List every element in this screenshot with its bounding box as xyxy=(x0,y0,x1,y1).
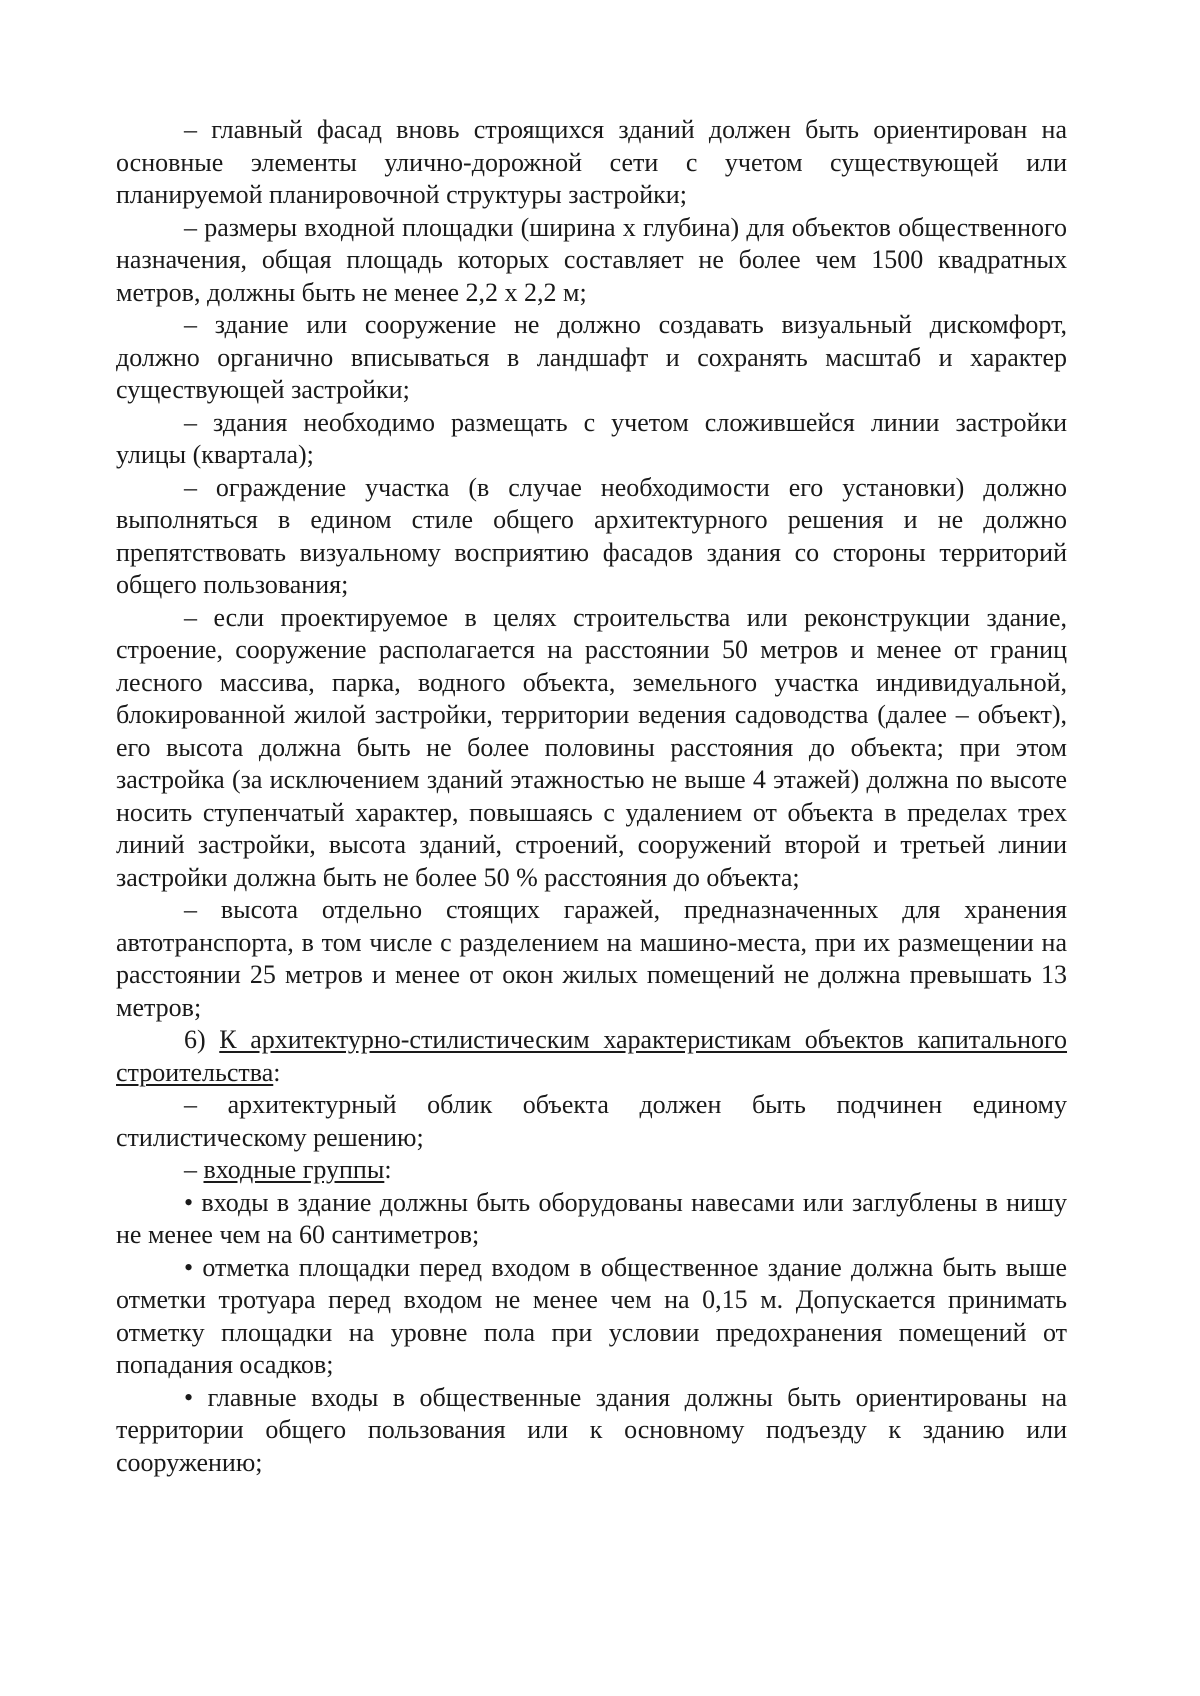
dash-symbol: – xyxy=(184,1155,197,1184)
section-number: 6) xyxy=(184,1025,206,1054)
entry-groups-label: входные группы xyxy=(203,1155,385,1184)
paragraph-garage-height: – высота отдельно стоящих гаражей, предназначенных для хранения автотранспорта, в том числе с разделением на машино-места, при их размещении на расстоянии 25 метров и менее от окон жилых помещений не должна превышать 13 метров; xyxy=(116,895,1067,1022)
bullet-text: входы в здание должны быть оборудованы навесами или заглублены в нишу не менее чем на 60 сантиметров; xyxy=(116,1187,1067,1249)
section-colon: : xyxy=(273,1057,281,1087)
section-title: К архитектурно-стилистическим характеристикам объектов капитального строительства xyxy=(116,1025,1068,1087)
bullet-item-platform-level xyxy=(116,1252,1067,1382)
bullet-item-canopies xyxy=(116,1187,1067,1252)
paragraph-visual-comfort: – здание или сооружение не должно создавать визуальный дискомфорт, должно органично вписываться в ландшафт и сохранять масштаб и характер существующей застройки; xyxy=(116,310,1067,404)
bullet-icon: • xyxy=(184,1187,194,1217)
paragraph-height-near-objects: – если проектируемое в целях строительства или реконструкции здание, строение, сооружение располагается на расстоянии 50 метров и менее от границ лесного массива, парка, водного объекта, земельного участка индивидуальной, блокированной жилой застройки, территории ведения садоводства (далее – объект), его высота должна быть не более половины расстояния до объекта; при этом застройка (за исключением зданий этажностью не выше 4 этажей) должна по высоте носить ступенчатый характер, повышаясь с удалением от объекта в пределах трех линий застройки, высота зданий, строений, сооружений второй и третьей линии застройки должна быть не более 50 % расстояния до объекта; xyxy=(116,602,1067,892)
bullet-icon: • xyxy=(184,1382,194,1412)
entry-groups-heading xyxy=(116,1154,1067,1187)
paragraph-facade-orientation: – главный фасад вновь строящихся зданий должен быть ориентирован на основные элементы улично-дорожной сети с учетом существующей или планируемой планировочной структуры застройки; xyxy=(116,115,1067,209)
bullet-icon: • xyxy=(184,1252,194,1282)
entry-groups-colon: : xyxy=(384,1155,392,1184)
paragraph-architectural-style: – архитектурный облик объекта должен быть подчинен единому стилистическому решению; xyxy=(116,1090,1067,1152)
document-page xyxy=(116,114,1067,1479)
paragraph-entrance-platform-size: – размеры входной площадки (ширина х глубина) для объектов общественного назначения, общая площадь которых составляет не более чем 1500 квадратных метров, должны быть не менее 2,2 х 2,2 м; xyxy=(116,212,1067,307)
bullet-text: отметка площадки перед входом в общественное здание должна быть выше отметки тротуара перед входом не менее чем на 0,15 м. Допускается принимать отметку площадки на уровне пола при условии предохранения помещений от попадания осадков; xyxy=(116,1252,1067,1379)
bullet-item-main-entrances xyxy=(116,1382,1067,1480)
paragraph-building-line: – здания необходимо размещать с учетом сложившейся линии застройки улицы (квартала); xyxy=(116,407,1067,469)
bullet-text: главные входы в общественные здания должны быть ориентированы на территории общего пользования или к основному подъезду к зданию или сооружению; xyxy=(116,1382,1068,1477)
paragraph-fencing: – ограждение участка (в случае необходимости его установки) должно выполняться в едином стиле общего архитектурного решения и не должно препятствовать визуальному восприятию фасадов здания со стороны территорий общего пользования; xyxy=(116,472,1067,599)
section-6-heading xyxy=(116,1024,1067,1089)
